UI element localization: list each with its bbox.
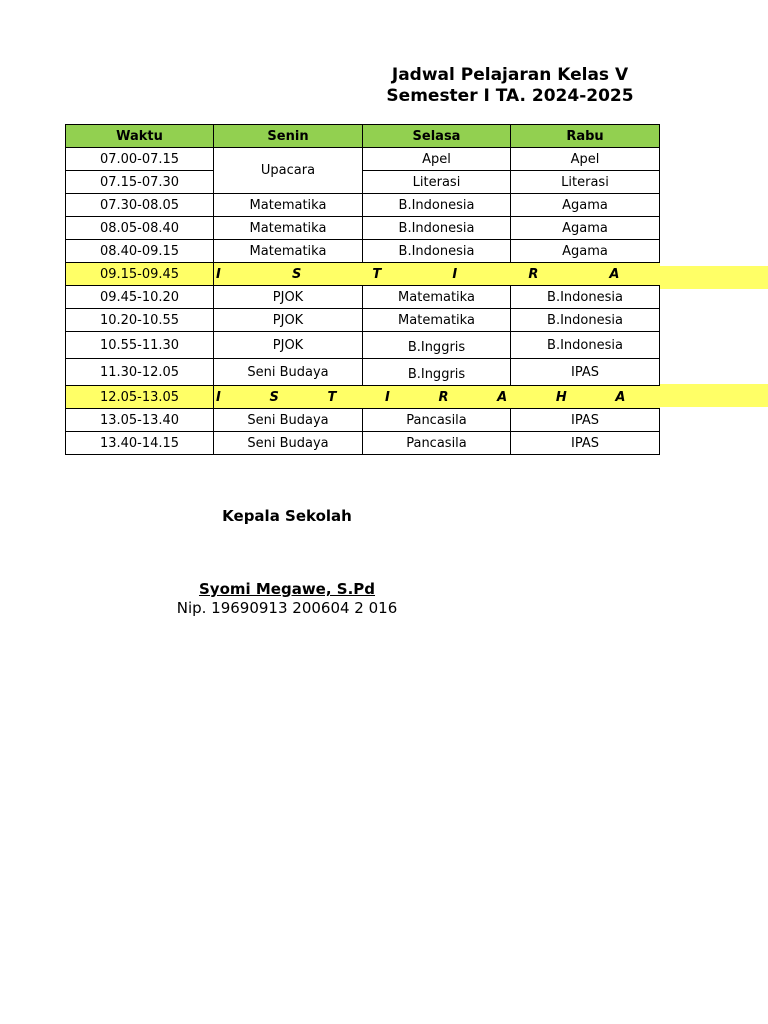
- table-header-row: [66, 125, 660, 148]
- time-cell: 08.05-08.40: [66, 217, 214, 240]
- break-letter: S: [269, 389, 279, 405]
- selasa-cell: Pancasila: [363, 409, 511, 432]
- break-letter: I: [452, 266, 458, 282]
- break-letter: H: [555, 389, 567, 405]
- break-row: [66, 263, 660, 286]
- table-row: [66, 240, 660, 263]
- table-row: [66, 432, 660, 455]
- page-title-line1: Jadwal Pelajaran Kelas V: [391, 65, 629, 85]
- break-letter: A: [609, 266, 620, 282]
- senin-cell: Seni Budaya: [214, 409, 363, 432]
- senin-cell: Matematika: [214, 194, 363, 217]
- rabu-cell: Agama: [511, 217, 660, 240]
- rabu-cell: IPAS: [511, 432, 660, 455]
- selasa-cell: B.Indonesia: [363, 217, 511, 240]
- column-header-rabu: Rabu: [511, 125, 660, 148]
- time-cell: 08.40-09.15: [66, 240, 214, 263]
- break-row-highlight: [659, 384, 768, 407]
- signature-name: Syomi Megawe, S.Pd: [198, 580, 376, 598]
- selasa-cell: Literasi: [363, 171, 511, 194]
- senin-cell: Seni Budaya: [214, 432, 363, 455]
- column-header-senin: Senin: [214, 125, 363, 148]
- time-cell: 10.20-10.55: [66, 309, 214, 332]
- selasa-cell: B.Indonesia: [363, 194, 511, 217]
- schedule-table: [65, 124, 660, 455]
- senin-cell: PJOK: [214, 286, 363, 309]
- table-row: [66, 217, 660, 240]
- selasa-cell: B.Indonesia: [363, 240, 511, 263]
- senin-cell: Upacara: [214, 148, 363, 194]
- table-row: [66, 286, 660, 309]
- page-title-line2: Semester I TA. 2024-2025: [386, 86, 634, 106]
- break-row-highlight: [659, 266, 768, 289]
- rabu-cell: B.Indonesia: [511, 286, 660, 309]
- signature-nip: Nip. 19690913 200604 2 016: [176, 599, 398, 617]
- break-letter: S: [291, 266, 302, 282]
- table-row: [66, 309, 660, 332]
- senin-cell: PJOK: [214, 332, 363, 359]
- rabu-cell: Agama: [511, 194, 660, 217]
- break-letter: A: [615, 389, 626, 405]
- column-header-waktu: Waktu: [66, 125, 214, 148]
- signature-role: Kepala Sekolah: [222, 507, 352, 525]
- time-cell: 09.15-09.45: [66, 263, 214, 286]
- rabu-cell: Literasi: [511, 171, 660, 194]
- break-letter: I: [385, 389, 390, 405]
- break-label: [214, 386, 660, 409]
- time-cell: 11.30-12.05: [66, 359, 214, 386]
- selasa-cell: Pancasila: [363, 432, 511, 455]
- time-cell: 12.05-13.05: [66, 386, 214, 409]
- break-row: [66, 386, 660, 409]
- break-letter: T: [372, 266, 382, 282]
- table-row: [66, 194, 660, 217]
- time-cell: 09.45-10.20: [66, 286, 214, 309]
- time-cell: 07.30-08.05: [66, 194, 214, 217]
- time-cell: 07.15-07.30: [66, 171, 214, 194]
- break-letter: R: [528, 266, 539, 282]
- time-cell: 10.55-11.30: [66, 332, 214, 359]
- selasa-cell: Matematika: [363, 286, 511, 309]
- table-row: [66, 171, 660, 194]
- break-letter: T: [327, 389, 337, 405]
- break-letter: A: [497, 389, 508, 405]
- column-header-selasa: Selasa: [363, 125, 511, 148]
- senin-cell: Matematika: [214, 217, 363, 240]
- table-row: [66, 148, 660, 171]
- break-letter: I: [216, 389, 221, 405]
- rabu-cell: Apel: [511, 148, 660, 171]
- break-letter: I: [216, 266, 221, 282]
- time-cell: 07.00-07.15: [66, 148, 214, 171]
- break-letter: R: [438, 389, 449, 405]
- senin-cell: PJOK: [214, 309, 363, 332]
- table-row: [66, 409, 660, 432]
- selasa-cell: B.Inggris: [363, 359, 511, 386]
- selasa-cell: B.Inggris: [363, 332, 511, 359]
- rabu-cell: IPAS: [511, 409, 660, 432]
- senin-cell: Seni Budaya: [214, 359, 363, 386]
- time-cell: 13.40-14.15: [66, 432, 214, 455]
- selasa-cell: Apel: [363, 148, 511, 171]
- break-label: [214, 263, 660, 286]
- rabu-cell: B.Indonesia: [511, 332, 660, 359]
- table-row: [66, 359, 660, 386]
- selasa-cell: Matematika: [363, 309, 511, 332]
- rabu-cell: Agama: [511, 240, 660, 263]
- time-cell: 13.05-13.40: [66, 409, 214, 432]
- rabu-cell: IPAS: [511, 359, 660, 386]
- rabu-cell: B.Indonesia: [511, 309, 660, 332]
- table-row: [66, 332, 660, 359]
- senin-cell: Matematika: [214, 240, 363, 263]
